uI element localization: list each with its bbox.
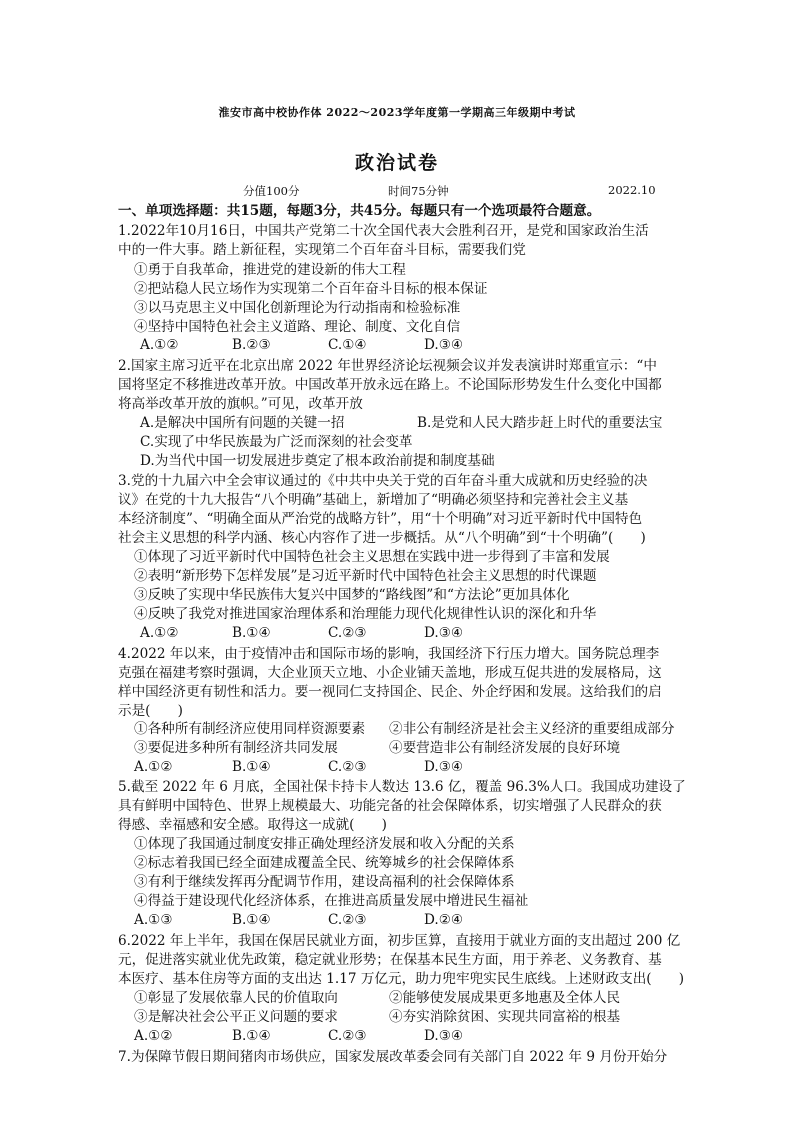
q4-choice-c: C.②③ bbox=[328, 759, 367, 775]
q5-option-1: ①体现了我国通过制度安排正确处理经济发展和收入分配的关系 bbox=[134, 836, 515, 852]
q1-choice-b: B.②③ bbox=[232, 337, 271, 353]
q3-choice-c: C.②③ bbox=[328, 625, 367, 641]
q1-choice-d: D.③④ bbox=[424, 337, 464, 353]
q5-choice-a: A.①③ bbox=[134, 912, 173, 928]
q5-option-4: ④得益于建设现代化经济体系，在推进高质量发展中增进民生福祉 bbox=[134, 893, 529, 909]
q4-choice-d: D.③④ bbox=[424, 759, 464, 775]
q3-choice-b: B.①④ bbox=[232, 625, 271, 641]
q4-stem-line: 示是( ) bbox=[118, 703, 183, 719]
q3-stem-line: 本经济制度”、“明确全面从严治党的战略方针”，用“十个明确”对习近平新时代中国特色 bbox=[118, 511, 643, 527]
q3-stem-line: 社会主义思想的科学内涵、核心内容作了进一步概括。从“八个明确”到“十个明确”( ) bbox=[118, 530, 646, 546]
q6-option-1: ①彰显了发展依靠人民的价值取向 bbox=[134, 990, 338, 1006]
q1-stem-line: 1.2022年10月16日，中国共产党第二十次全国代表大会胜利召开，是党和国家政治生活 bbox=[118, 223, 649, 239]
q1-option-3: ③以马克思主义中国化创新理论为行动指南和检验标准 bbox=[134, 300, 461, 316]
q6-stem-line: 元，促进落实就业优先政策，稳定就业形势；在保基本民生方面，用于养老、义务教育、基 bbox=[118, 952, 662, 968]
q6-option-4: ④夯实消除贫困、实现共同富裕的根基 bbox=[389, 1009, 621, 1025]
q4-choice-b: B.①④ bbox=[232, 759, 271, 775]
q3-option-1: ①体现了习近平新时代中国特色社会主义思想在实践中进一步得到了丰富和发展 bbox=[134, 549, 610, 565]
q4-stem-line: 克强在福建考察时强调，大企业顶天立地、小企业铺天盖地，形成互促共进的发展格局，这 bbox=[118, 665, 662, 681]
q3-choice-a: A.①② bbox=[140, 625, 179, 641]
q3-option-4: ④反映了我党对推进国家治理体系和治理能力现代化规律性认识的深化和升华 bbox=[134, 606, 597, 622]
q5-stem-line: 5.截至 2022 年 6 月底，全国社保卡持卡人数达 13.6 亿，覆盖 96.3%人口。我国成功建设了 bbox=[118, 779, 686, 795]
q5-choice-d: D.②④ bbox=[424, 912, 464, 928]
q5-option-2: ②标志着我国已经全面建成覆盖全民、统筹城乡的社会保障体系 bbox=[134, 855, 515, 871]
q4-option-2: ②非公有制经济是社会主义经济的重要组成部分 bbox=[389, 721, 675, 737]
q6-choice-c: C.②③ bbox=[328, 1028, 367, 1044]
q1-stem-line: 中的一件大事。踏上新征程，实现第二个百年奋斗目标，需要我们党 bbox=[118, 242, 526, 258]
q4-option-4: ④要营造非公有制经济发展的良好环境 bbox=[389, 740, 621, 756]
q2-stem-line: 国将坚定不移推进改革开放。中国改革开放永远在路上。不论国际形势发生什么变化中国都 bbox=[118, 377, 662, 393]
q2-choice-a: A.是解决中国所有问题的关键一招 bbox=[140, 415, 345, 431]
q4-stem-line: 4.2022 年以来，由于疫情冲击和国际市场的影响，我国经济下行压力增大。国务院总理李 bbox=[118, 646, 660, 662]
q6-option-2: ②能够使发展成果更多地惠及全体人民 bbox=[389, 990, 621, 1006]
q5-stem-line: 具有鲜明中国特色、世界上规模最大、功能完备的社会保障体系，切实增强了人民群众的获 bbox=[118, 798, 662, 814]
q2-stem-line: 2.国家主席习近平在北京出席 2022 年世界经济论坛视频会议并发表演讲时郑重宣示：“中 bbox=[118, 358, 657, 374]
q2-choice-b: B.是党和人民大踏步赶上时代的重要法宝 bbox=[417, 415, 663, 431]
q1-option-2: ②把站稳人民立场作为实现第二个百年奋斗目标的根本保证 bbox=[134, 281, 488, 297]
q6-stem-line: 本医疗、基本住房等方面的支出达 1.17 万亿元，助力兜牢兜实民生底线。上述财政支出( ) bbox=[118, 971, 685, 987]
q6-option-3: ③是解决社会公平正义问题的要求 bbox=[134, 1009, 338, 1025]
score-info: 分值100分 bbox=[243, 184, 300, 198]
q1-choice-a: A.①② bbox=[140, 337, 179, 353]
q6-stem-line: 6.2022 年上半年，我国在保居民就业方面，初步匡算，直接用于就业方面的支出超过 200 亿 bbox=[118, 933, 681, 949]
q4-option-1: ①各种所有制经济应使用同样资源要素 bbox=[134, 721, 366, 737]
q2-choice-c: C.实现了中华民族最为广泛而深刻的社会变革 bbox=[140, 434, 413, 450]
q1-option-1: ①勇于自我革命，推进党的建设新的伟大工程 bbox=[134, 262, 406, 278]
q2-choice-d: D.为当代中国一切发展进步奠定了根本政治前提和制度基础 bbox=[140, 453, 495, 469]
q3-stem-line: 议》在党的十九大报告“八个明确”基础上，新增加了“明确必须坚持和完善社会主义基 bbox=[118, 492, 629, 508]
q3-stem-line: 3.党的十九届六中全会审议通过的《中共中央关于党的百年奋斗重大成就和历史经验的决 bbox=[118, 473, 648, 489]
q2-stem-line: 将高举改革开放的旗帜。”可见，改革开放 bbox=[118, 396, 363, 412]
q4-choice-a: A.①② bbox=[134, 759, 173, 775]
q6-choice-b: B.①④ bbox=[232, 1028, 271, 1044]
q3-option-3: ③反映了实现中华民族伟大复兴中国梦的“路线图”和“方法论”更加具体化 bbox=[134, 587, 570, 603]
date-info: 2022.10 bbox=[608, 183, 656, 197]
q4-option-3: ③要促进多种所有制经济共同发展 bbox=[134, 740, 338, 756]
q4-stem-line: 样中国经济更有韧性和活力。要一视同仁支持国企、民企、外企纾困和发展。这给我们的启 bbox=[118, 684, 662, 700]
q1-choice-c: C.①④ bbox=[328, 337, 367, 353]
exam-title: 淮安市高中校协作体 2022～2023学年度第一学期高三年级期中考试 bbox=[218, 106, 576, 119]
q1-option-4: ④坚持中国特色社会主义道路、理论、制度、文化自信 bbox=[134, 319, 461, 335]
q6-choice-d: D.③④ bbox=[424, 1028, 464, 1044]
section-heading: 一、单项选择题：共15题，每题3分，共45分。每题只有一个选项最符合题意。 bbox=[118, 203, 601, 219]
q3-choice-d: D.③④ bbox=[424, 625, 464, 641]
exam-subject: 政治试卷 bbox=[354, 152, 439, 174]
q6-choice-a: A.①② bbox=[134, 1028, 173, 1044]
q5-choice-b: B.①④ bbox=[232, 912, 271, 928]
q5-option-3: ③有利于继续发挥再分配调节作用，建设高福利的社会保障体系 bbox=[134, 874, 515, 890]
q5-stem-line: 得感、幸福感和安全感。取得这一成就( ) bbox=[118, 817, 387, 833]
q7-stem-line: 7.为保障节假日期间猪肉市场供应，国家发展改革委会同有关部门自 2022 年 9 月份开始分 bbox=[118, 1049, 668, 1065]
time-info: 时间75分钟 bbox=[388, 184, 449, 198]
q5-choice-c: C.②③ bbox=[328, 912, 367, 928]
q3-option-2: ②表明“新形势下怎样发展”是习近平新时代中国特色社会主义思想的时代课题 bbox=[134, 568, 597, 584]
